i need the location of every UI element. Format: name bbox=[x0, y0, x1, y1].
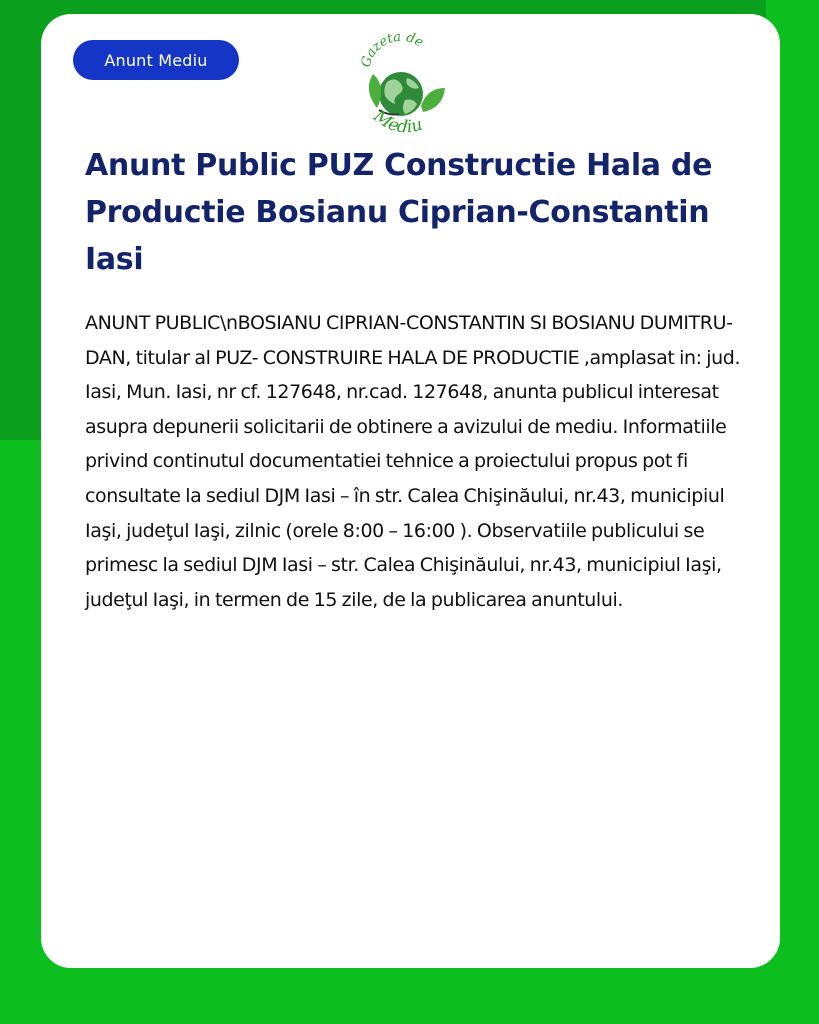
announcement-card bbox=[41, 14, 780, 968]
article-body: ANUNT PUBLIC\nBOSIANU CIPRIAN-CONSTANTIN SI BOSIANU DUMITRU-DAN, titular al PUZ- CONSTRUIRE HALA DE PRODUCTIE ,amplasat in: jud. Iasi, Mun. Iasi, nr cf. 127648, nr.cad. 127648, anunta publicul interesat asupra depunerii solicitarii de obtinere a avizului de mediu. Informatiile privind continutul documentatiei tehnice a proiectului propus pot fi consultate la sediul DJM Iasi – în str. Calea Chişinăului, nr.43, municipiul Iaşi, judeţul Iaşi, zilnic (orele 8:00 – 16:00 ). Observatiile publicului se primesc la sediul DJM Iasi – str. Calea Chişinăului, nr.43, municipiul Iaşi, judeţul Iaşi, in termen de 15 zile, de la publicarea anuntului. bbox=[85, 312, 741, 611]
logo-text-top: Gazeta de bbox=[358, 29, 426, 70]
category-badge[interactable]: Anunt Mediu bbox=[73, 40, 239, 80]
article-title: Anunt Public PUZ Constructie Hala de Productie Bosianu Ciprian-Constantin Iasi bbox=[85, 148, 713, 277]
leaf-icon bbox=[369, 74, 381, 108]
logo-text-bottom: Mediu bbox=[369, 106, 425, 138]
svg-text:Gazeta de bbox=[358, 30, 426, 69]
gazeta-de-mediu-logo bbox=[349, 26, 449, 144]
